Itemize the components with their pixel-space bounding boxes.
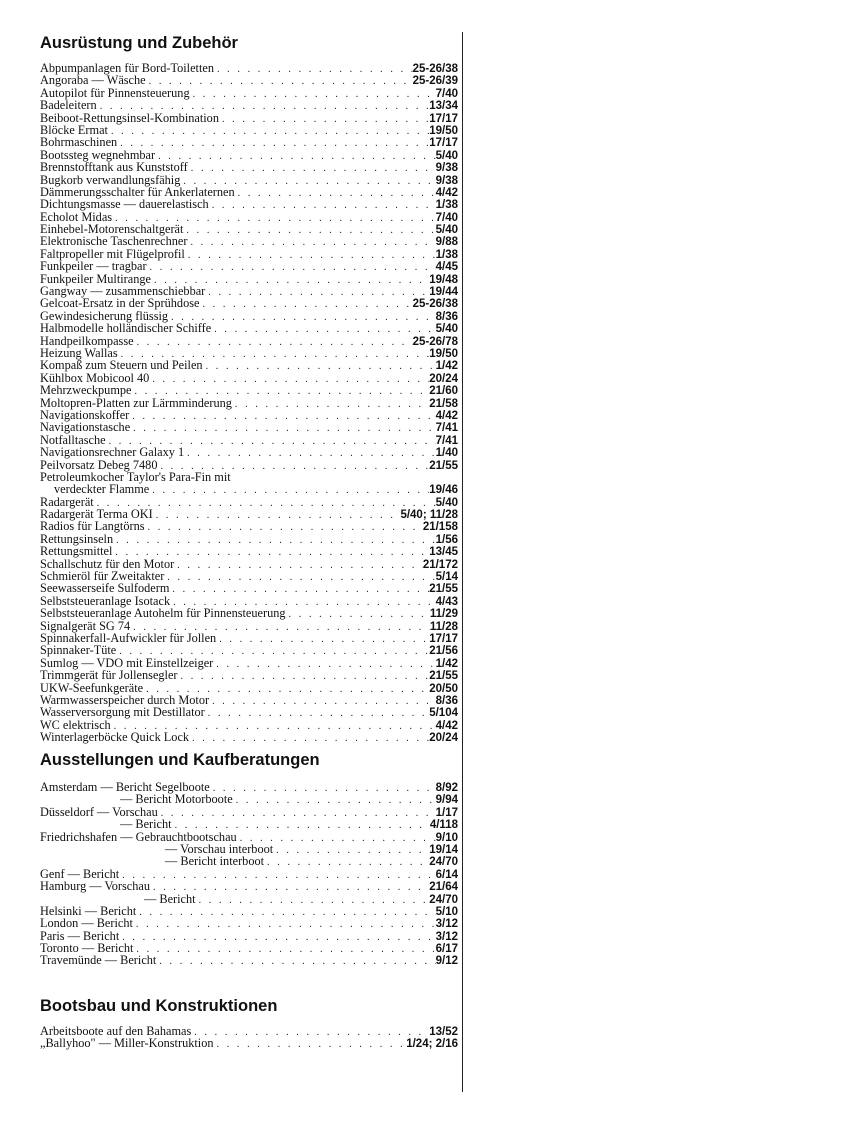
dot-leader xyxy=(174,560,423,572)
entry-title: Selbststeueranlage Autohelm für Pinnensteuerung xyxy=(40,606,286,621)
entry-title: Kühlbox Mobicool 40 xyxy=(40,370,150,385)
dot-leader xyxy=(134,337,413,349)
index-entry xyxy=(40,731,458,743)
dot-leader xyxy=(187,237,435,249)
dot-leader xyxy=(203,361,436,373)
dot-leader xyxy=(117,138,429,150)
dot-leader xyxy=(178,671,430,683)
entry-page-ref: 7/40 xyxy=(435,211,458,224)
entry-list-ausstellungen xyxy=(40,781,458,967)
index-entry xyxy=(40,545,458,557)
index-entry xyxy=(40,855,458,867)
index-entry xyxy=(40,806,458,818)
entry-page-ref: 20/24 xyxy=(429,732,458,745)
dot-leader xyxy=(149,485,429,497)
entry-title: Handpeilkompasse xyxy=(40,333,134,348)
entry-title: — Bericht Motorboote xyxy=(120,792,233,807)
entry-page-ref: 19/48 xyxy=(429,273,458,286)
entry-title: Helsinki — Bericht xyxy=(40,903,137,918)
dot-leader xyxy=(264,857,429,869)
entry-title: Gangway — zusammenschiebbar xyxy=(40,284,206,299)
entry-page-ref: 21/56 xyxy=(429,645,458,658)
entry-title: Bugkorb verwandlungsfähig xyxy=(40,172,181,187)
entry-title: Paris — Bericht xyxy=(40,928,120,943)
index-entry xyxy=(40,136,458,148)
index-entry xyxy=(40,87,458,99)
entry-title: Radios für Langtörns xyxy=(40,519,145,534)
dot-leader xyxy=(119,932,435,944)
entry-title: Gelcoat-Ersatz in der Sprühdose xyxy=(40,296,200,311)
index-entry xyxy=(40,917,458,929)
entry-page-ref: 1/38 xyxy=(435,199,458,212)
index-entry xyxy=(40,644,458,656)
dot-leader xyxy=(199,299,412,311)
entry-title: Funkpeiler — tragbar xyxy=(40,259,147,274)
entry-title: Dichtungsmasse — dauerelastisch xyxy=(40,197,209,212)
column-divider xyxy=(462,32,463,1092)
entry-page-ref: 1/56 xyxy=(435,533,458,546)
dot-leader xyxy=(209,200,436,212)
dot-leader xyxy=(136,907,435,919)
entry-page-ref: 21/158 xyxy=(422,521,458,534)
index-entry xyxy=(40,446,458,458)
entry-title: Schmieröl für Zweitakter xyxy=(40,569,165,584)
index-entry xyxy=(40,198,458,210)
entry-title: Abpumpanlagen für Bord-Toiletten xyxy=(40,61,214,75)
entry-title: Genf — Bericht xyxy=(40,866,120,881)
entry-title: Autopilot für Pinnensteuerung xyxy=(40,85,190,100)
entry-title: Trimmgerät für Jollensegler xyxy=(40,668,178,683)
entry-title: Peilvorsatz Debeg 7480 xyxy=(40,457,158,472)
index-entry xyxy=(40,1037,458,1049)
index-entry xyxy=(40,793,458,805)
entry-page-ref: 8/92 xyxy=(435,782,458,794)
index-entry xyxy=(40,359,458,371)
dot-leader xyxy=(169,584,429,596)
entry-title: Elektronische Taschenrechner xyxy=(40,234,188,249)
dot-leader xyxy=(205,287,429,299)
dot-leader xyxy=(213,659,435,671)
entry-title: — Vorschau interboot xyxy=(165,841,274,856)
entry-title: Bootssteg wegnehmbar xyxy=(40,147,156,162)
index-entry xyxy=(40,818,458,830)
index-entry xyxy=(40,297,458,309)
dot-leader xyxy=(185,250,436,262)
dot-leader xyxy=(190,89,436,101)
index-entry xyxy=(40,384,458,396)
entry-page-ref: 5/40 xyxy=(435,224,458,237)
dot-leader xyxy=(235,188,436,200)
entry-page-ref: 5/10 xyxy=(435,905,458,918)
entry-page-ref: 4/43 xyxy=(435,595,458,608)
index-entry xyxy=(40,260,458,272)
entry-title: UKW-Seefunkgeräte xyxy=(40,680,144,695)
entry-title: Brennstofftank aus Kunststoff xyxy=(40,160,188,175)
entry-page-ref: 9/12 xyxy=(435,955,458,968)
entry-title: Gewindesicherung flüssig xyxy=(40,308,169,323)
entry-title: Badeleitern xyxy=(40,98,97,113)
entry-page-ref: 5/14 xyxy=(435,571,458,584)
index-entry xyxy=(40,421,458,433)
index-entry xyxy=(40,607,458,619)
entry-page-ref: 6/17 xyxy=(435,943,458,956)
index-entry xyxy=(40,781,458,793)
entry-title: Echolot Midas xyxy=(40,209,113,224)
entry-page-ref: 5/40 xyxy=(435,149,458,162)
dot-leader xyxy=(216,634,429,646)
dot-leader xyxy=(145,522,423,534)
entry-page-ref: 21/55 xyxy=(429,583,458,596)
dot-leader xyxy=(196,895,430,907)
index-entry xyxy=(40,322,458,334)
entry-list-bootsbau xyxy=(40,1025,458,1050)
entry-title: Radargerät Terma OKI xyxy=(40,507,153,522)
dot-leader xyxy=(189,733,429,745)
entry-page-ref: 20/24 xyxy=(429,372,458,385)
entry-page-ref: 25-26/38 xyxy=(412,298,458,311)
entry-page-ref: 20/50 xyxy=(429,682,458,695)
entry-title: Friedrichshafen — Gebrauchtbootschau xyxy=(40,829,237,844)
dot-leader xyxy=(108,126,429,138)
index-entry xyxy=(40,74,458,86)
entry-title: — Bericht xyxy=(144,891,196,906)
entry-page-ref: 11/29 xyxy=(429,608,458,621)
section-title-ausstellungen: Ausstellungen und Kaufberatungen xyxy=(40,751,320,769)
entry-page-ref: 9/88 xyxy=(435,236,458,249)
dot-leader xyxy=(155,151,436,163)
entry-title: Kompaß zum Steuern und Peilen xyxy=(40,358,203,373)
index-entry xyxy=(40,582,458,594)
entry-title: Heizung Wallas xyxy=(40,345,118,360)
entry-title: Rettungsmittel xyxy=(40,544,113,559)
entry-title: Rettungsinseln xyxy=(40,531,114,546)
entry-title: Funkpeiler Multirange xyxy=(40,271,151,286)
entry-page-ref: 1/40 xyxy=(435,447,458,460)
index-entry xyxy=(40,235,458,247)
dot-leader xyxy=(233,795,436,807)
entry-page-ref: 21/55 xyxy=(429,670,458,683)
entry-page-ref: 13/52 xyxy=(429,1026,458,1038)
entry-title: Wasserversorgung mit Destillator xyxy=(40,705,205,720)
entry-title: Bohrmaschinen xyxy=(40,135,118,150)
entry-page-ref: 4/42 xyxy=(435,719,458,732)
entry-page-ref: 17/17 xyxy=(429,632,458,645)
section-title-bootsbau: Bootsbau und Konstruktionen xyxy=(40,997,278,1015)
dot-leader xyxy=(184,448,436,460)
entry-page-ref: 9/38 xyxy=(435,162,458,175)
dot-leader xyxy=(191,1027,429,1039)
entry-page-ref: 21/55 xyxy=(429,459,458,472)
entry-page-ref: 19/50 xyxy=(429,347,458,360)
entry-title: Spinnaker-Tüte xyxy=(40,643,117,658)
entry-title: Dämmerungsschalter für Ankerlaternen xyxy=(40,184,235,199)
dot-leader xyxy=(158,808,436,820)
dot-leader xyxy=(214,64,413,76)
entry-title: Angoraba — Wäsche xyxy=(40,73,146,88)
entry-page-ref: 21/64 xyxy=(429,881,458,894)
dot-leader xyxy=(113,535,436,547)
dot-leader xyxy=(130,423,435,435)
entry-title: Einhebel-Motorenschaltgerät xyxy=(40,222,184,237)
entry-title: Schallschutz für den Motor xyxy=(40,556,175,571)
entry-page-ref: 13/45 xyxy=(429,546,458,559)
entry-page-ref: 1/42 xyxy=(435,657,458,670)
entry-title: Halbmodelle holländischer Schiffe xyxy=(40,321,212,336)
dot-leader xyxy=(183,225,435,237)
index-entry xyxy=(40,483,458,495)
entry-title: Amsterdam — Bericht Segelboote xyxy=(40,780,210,794)
entry-page-ref: 17/17 xyxy=(429,112,458,125)
entry-page-ref: 7/41 xyxy=(435,434,458,447)
entry-page-ref: 5/40 xyxy=(435,323,458,336)
entry-title: Mehrzweckpumpe xyxy=(40,383,132,398)
entry-page-ref: 11/28 xyxy=(429,620,458,633)
dot-leader xyxy=(156,956,435,968)
entry-page-ref: 19/44 xyxy=(429,286,458,299)
entry-page-ref: 7/41 xyxy=(435,422,458,435)
entry-page-ref: 5/104 xyxy=(429,707,458,720)
entry-page-ref: 21/58 xyxy=(429,397,458,410)
entry-page-ref: 24/70 xyxy=(429,893,458,906)
entry-title: Arbeitsboote auf den Bahamas xyxy=(40,1024,192,1038)
entry-title: Sumlog — VDO mit Einstellzeiger xyxy=(40,655,214,670)
entry-page-ref: 7/40 xyxy=(435,87,458,100)
entry-title: Navigationskoffer xyxy=(40,407,130,422)
dot-leader xyxy=(209,696,436,708)
dot-leader xyxy=(214,1039,407,1051)
entry-page-ref: 5/40; 11/28 xyxy=(400,509,458,522)
entry-page-ref: 1/24; 2/16 xyxy=(406,1038,458,1051)
index-entry xyxy=(40,520,458,532)
entry-title: Petroleumkocher Taylor's Para-Fin mit xyxy=(40,469,231,484)
entry-page-ref: 21/60 xyxy=(429,385,458,398)
dot-leader xyxy=(286,609,430,621)
entry-page-ref: 24/70 xyxy=(429,856,458,869)
dot-leader xyxy=(273,845,429,857)
entry-page-ref: 4/118 xyxy=(429,819,458,832)
entry-title: „Ballyhoo" — Miller-Konstruktion xyxy=(40,1036,214,1051)
entry-page-ref: 19/14 xyxy=(429,843,458,856)
entry-title: — Bericht interboot xyxy=(165,854,265,869)
entry-list-ausruestung xyxy=(40,62,458,743)
section-title-ausruestung: Ausrüstung und Zubehör xyxy=(40,34,238,52)
entry-title: Radargerät xyxy=(40,494,94,509)
entry-title: verdeckter Flamme xyxy=(54,482,150,497)
entry-page-ref: 5/40 xyxy=(435,496,458,509)
entry-page-ref: 1/17 xyxy=(435,806,458,819)
entry-title: Warmwasserspeicher durch Motor xyxy=(40,692,210,707)
entry-page-ref: 1/38 xyxy=(435,248,458,261)
dot-leader xyxy=(147,262,436,274)
dot-leader xyxy=(210,783,436,795)
dot-leader xyxy=(211,324,435,336)
entry-page-ref: 8/36 xyxy=(435,310,458,323)
entry-title: Navigationstasche xyxy=(40,420,131,435)
entry-title: Signalgerät SG 74 xyxy=(40,618,131,633)
dot-leader xyxy=(232,399,429,411)
dot-leader xyxy=(129,411,435,423)
index-entry xyxy=(40,161,458,173)
entry-title: London — Bericht xyxy=(40,916,133,931)
entry-title: Navigationsrechner Galaxy 1 xyxy=(40,445,185,460)
entry-title: Notfalltasche xyxy=(40,432,106,447)
entry-page-ref: 9/10 xyxy=(435,831,458,844)
entry-page-ref: 17/17 xyxy=(429,137,458,150)
entry-page-ref: 3/12 xyxy=(435,930,458,943)
entry-page-ref: 25-26/38 xyxy=(412,63,458,75)
index-entry xyxy=(40,99,458,111)
entry-page-ref: 4/42 xyxy=(435,409,458,422)
entry-page-ref: 25-26/78 xyxy=(412,335,458,348)
entry-title: Spinnakerfall-Aufwickler für Jollen xyxy=(40,630,217,645)
entry-title: Düsseldorf — Vorschau xyxy=(40,804,158,819)
entry-page-ref: 19/50 xyxy=(429,124,458,137)
entry-title: Seewasserseife Sulfoderm xyxy=(40,581,170,596)
index-entry xyxy=(40,706,458,718)
entry-title: Hamburg — Vorschau xyxy=(40,879,150,894)
entry-title: — Bericht xyxy=(120,817,172,832)
entry-page-ref: 8/36 xyxy=(435,694,458,707)
entry-page-ref: 1/42 xyxy=(435,360,458,373)
entry-page-ref: 4/45 xyxy=(435,261,458,274)
dot-leader xyxy=(119,870,435,882)
dot-leader xyxy=(133,944,435,956)
entry-title: Toronto — Bericht xyxy=(40,941,134,956)
dot-leader xyxy=(188,163,436,175)
entry-title: Selbststeueranlage Isotack xyxy=(40,593,171,608)
dot-leader xyxy=(133,919,436,931)
dot-leader xyxy=(153,510,401,522)
entry-page-ref: 19/46 xyxy=(429,484,458,497)
entry-page-ref: 6/14 xyxy=(435,868,458,881)
entry-page-ref: 21/172 xyxy=(422,558,458,571)
entry-page-ref: 9/38 xyxy=(435,174,458,187)
entry-page-ref: 13/34 xyxy=(429,100,458,113)
entry-title: Winterlagerböcke Quick Lock xyxy=(40,730,190,745)
entry-title: Moltopren-Platten zur Lärmminderung xyxy=(40,395,232,410)
entry-page-ref: 9/94 xyxy=(435,794,458,807)
entry-page-ref: 3/12 xyxy=(435,918,458,931)
entry-page-ref: 4/42 xyxy=(435,186,458,199)
index-entry xyxy=(40,954,458,966)
entry-page-ref: 25-26/39 xyxy=(412,75,458,88)
entry-title: WC elektrisch xyxy=(40,717,111,732)
dot-leader xyxy=(149,374,429,386)
entry-title: Beiboot-Rettungsinsel-Kombination xyxy=(40,110,219,125)
entry-title: Travemünde — Bericht xyxy=(40,953,157,968)
dot-leader xyxy=(164,572,435,584)
index-entry xyxy=(40,669,458,681)
index-entry xyxy=(40,880,458,892)
dot-leader xyxy=(219,114,429,126)
entry-title: Faltpropeller mit Flügelprofil xyxy=(40,246,185,261)
dot-leader xyxy=(205,708,429,720)
entry-title: Blöcke Ermat xyxy=(40,122,108,137)
